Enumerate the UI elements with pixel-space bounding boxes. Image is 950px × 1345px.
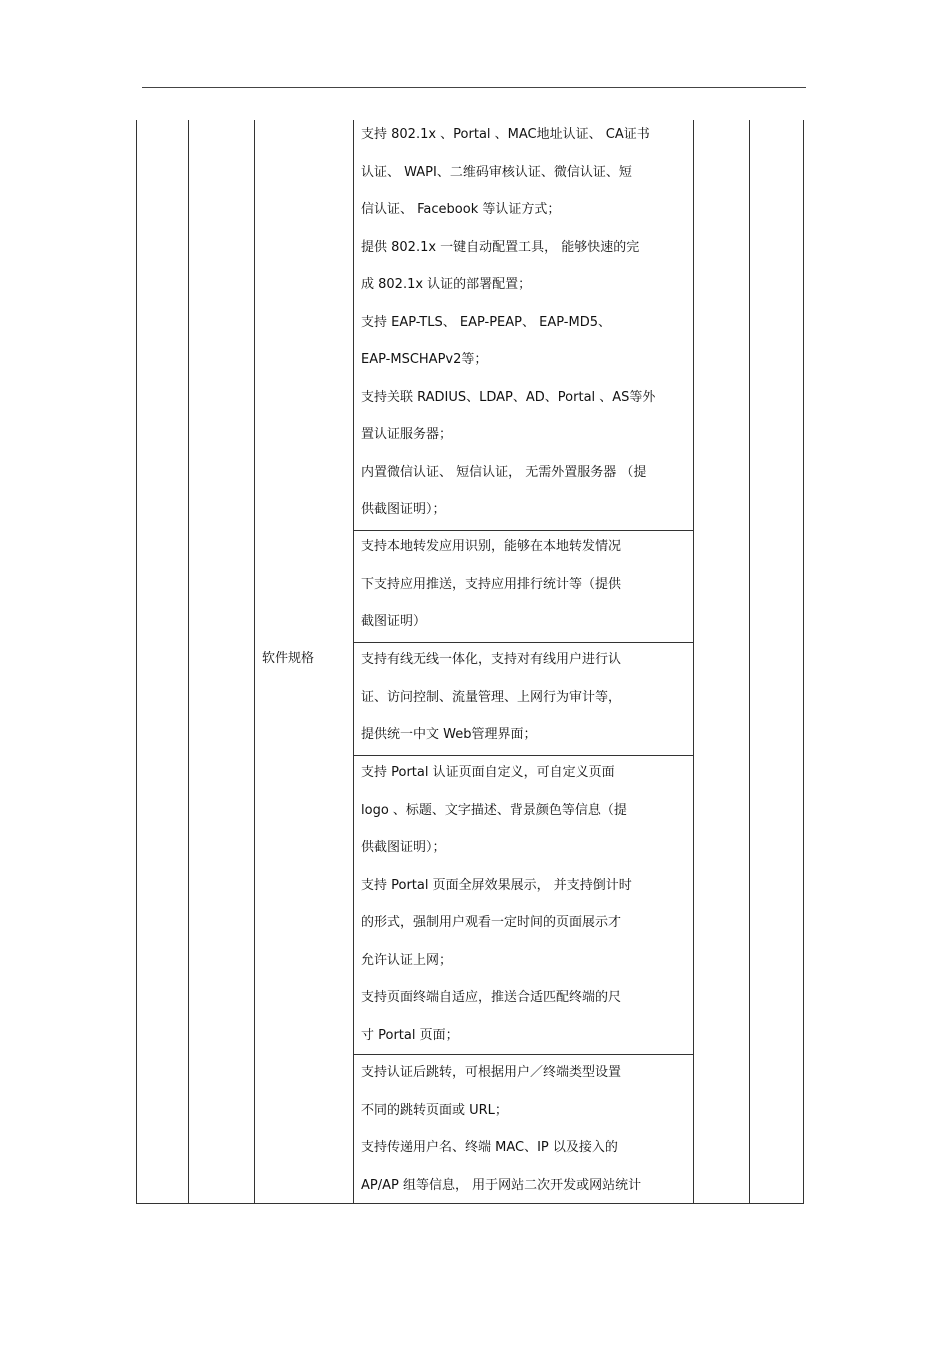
spec-line: 提供 802.1x 一键自动配置工具， 能够快速的完 — [361, 239, 640, 255]
spec-line: 支持认证后跳转，可根据用户／终端类型设置 — [361, 1065, 622, 1080]
spec-line: 允许认证上网； — [361, 952, 453, 968]
spec-line: 支持关联 RADIUS、LDAP、AD、Portal 、AS等外 — [361, 389, 656, 405]
spec-line: 成 802.1x 认证的部署配置； — [361, 277, 532, 292]
spec-line: 寸 Portal 页面； — [361, 1027, 459, 1043]
spec-line: 支持有线无线一体化，支持对有线用户进行认 — [361, 652, 622, 667]
spec-line: 支持 802.1x 、Portal 、MAC地址认证、 CA证书 — [361, 127, 650, 142]
spec-block-redirect — [361, 1054, 691, 1204]
spec-block-wired-wireless — [361, 641, 691, 754]
spec-line: 供截图证明）； — [361, 502, 446, 517]
spec-line: 支持 Portal 页面全屏效果展示， 并支持倒计时 — [361, 877, 632, 893]
spec-line: 支持 Portal 认证页面自定义，可自定义页面 — [361, 765, 615, 780]
spec-line: 不同的跳转页面或 URL； — [361, 1102, 508, 1118]
spec-line: 支持 EAP-TLS、 EAP-PEAP、 EAP-MD5、 — [361, 314, 611, 330]
spec-line: 截图证明） — [361, 614, 427, 629]
column-border — [693, 120, 694, 1204]
spec-block-local-forwarding — [361, 528, 691, 641]
spec-line: 认证、 WAPI、二维码审核认证、微信认证、短 — [361, 164, 632, 180]
spec-line: 供截图证明）； — [361, 840, 446, 855]
spec-line: 支持页面终端自适应，推送合适匹配终端的尺 — [361, 990, 622, 1005]
spec-line: 下支持应用推送，支持应用排行统计等（提供 — [361, 576, 622, 592]
category-label: 软件规格 — [262, 651, 315, 666]
column-border — [749, 120, 750, 1204]
spec-line: 内置微信认证、 短信认证， 无需外置服务器 （提 — [361, 464, 647, 480]
spec-line: 的形式，强制用户观看一定时间的页面展示才 — [361, 915, 622, 930]
spec-block-portal — [361, 754, 691, 1054]
spec-block-auth — [361, 116, 691, 529]
spec-line: 信认证、 Facebook 等认证方式； — [361, 202, 561, 217]
column-border — [353, 120, 354, 1204]
spec-line: 提供统一中文 Web管理界面； — [361, 727, 537, 742]
spec-line: AP/AP 组等信息， 用于网站二次开发或网站统计 — [361, 1177, 642, 1193]
spec-line: 支持传递用户名、终端 MAC、IP 以及接入的 — [361, 1140, 618, 1155]
spec-line: EAP-MSCHAPv2等； — [361, 352, 488, 367]
spec-line: logo 、标题、文字描述、背景颜色等信息（提 — [361, 802, 627, 818]
column-border — [136, 120, 137, 1204]
spec-line: 证、访问控制、流量管理、上网行为审计等， — [361, 689, 622, 705]
column-border — [803, 120, 804, 1204]
spec-line: 支持本地转发应用识别，能够在本地转发情况 — [361, 539, 622, 554]
column-border — [188, 120, 189, 1204]
column-border — [254, 120, 255, 1204]
spec-line: 置认证服务器； — [361, 427, 453, 442]
